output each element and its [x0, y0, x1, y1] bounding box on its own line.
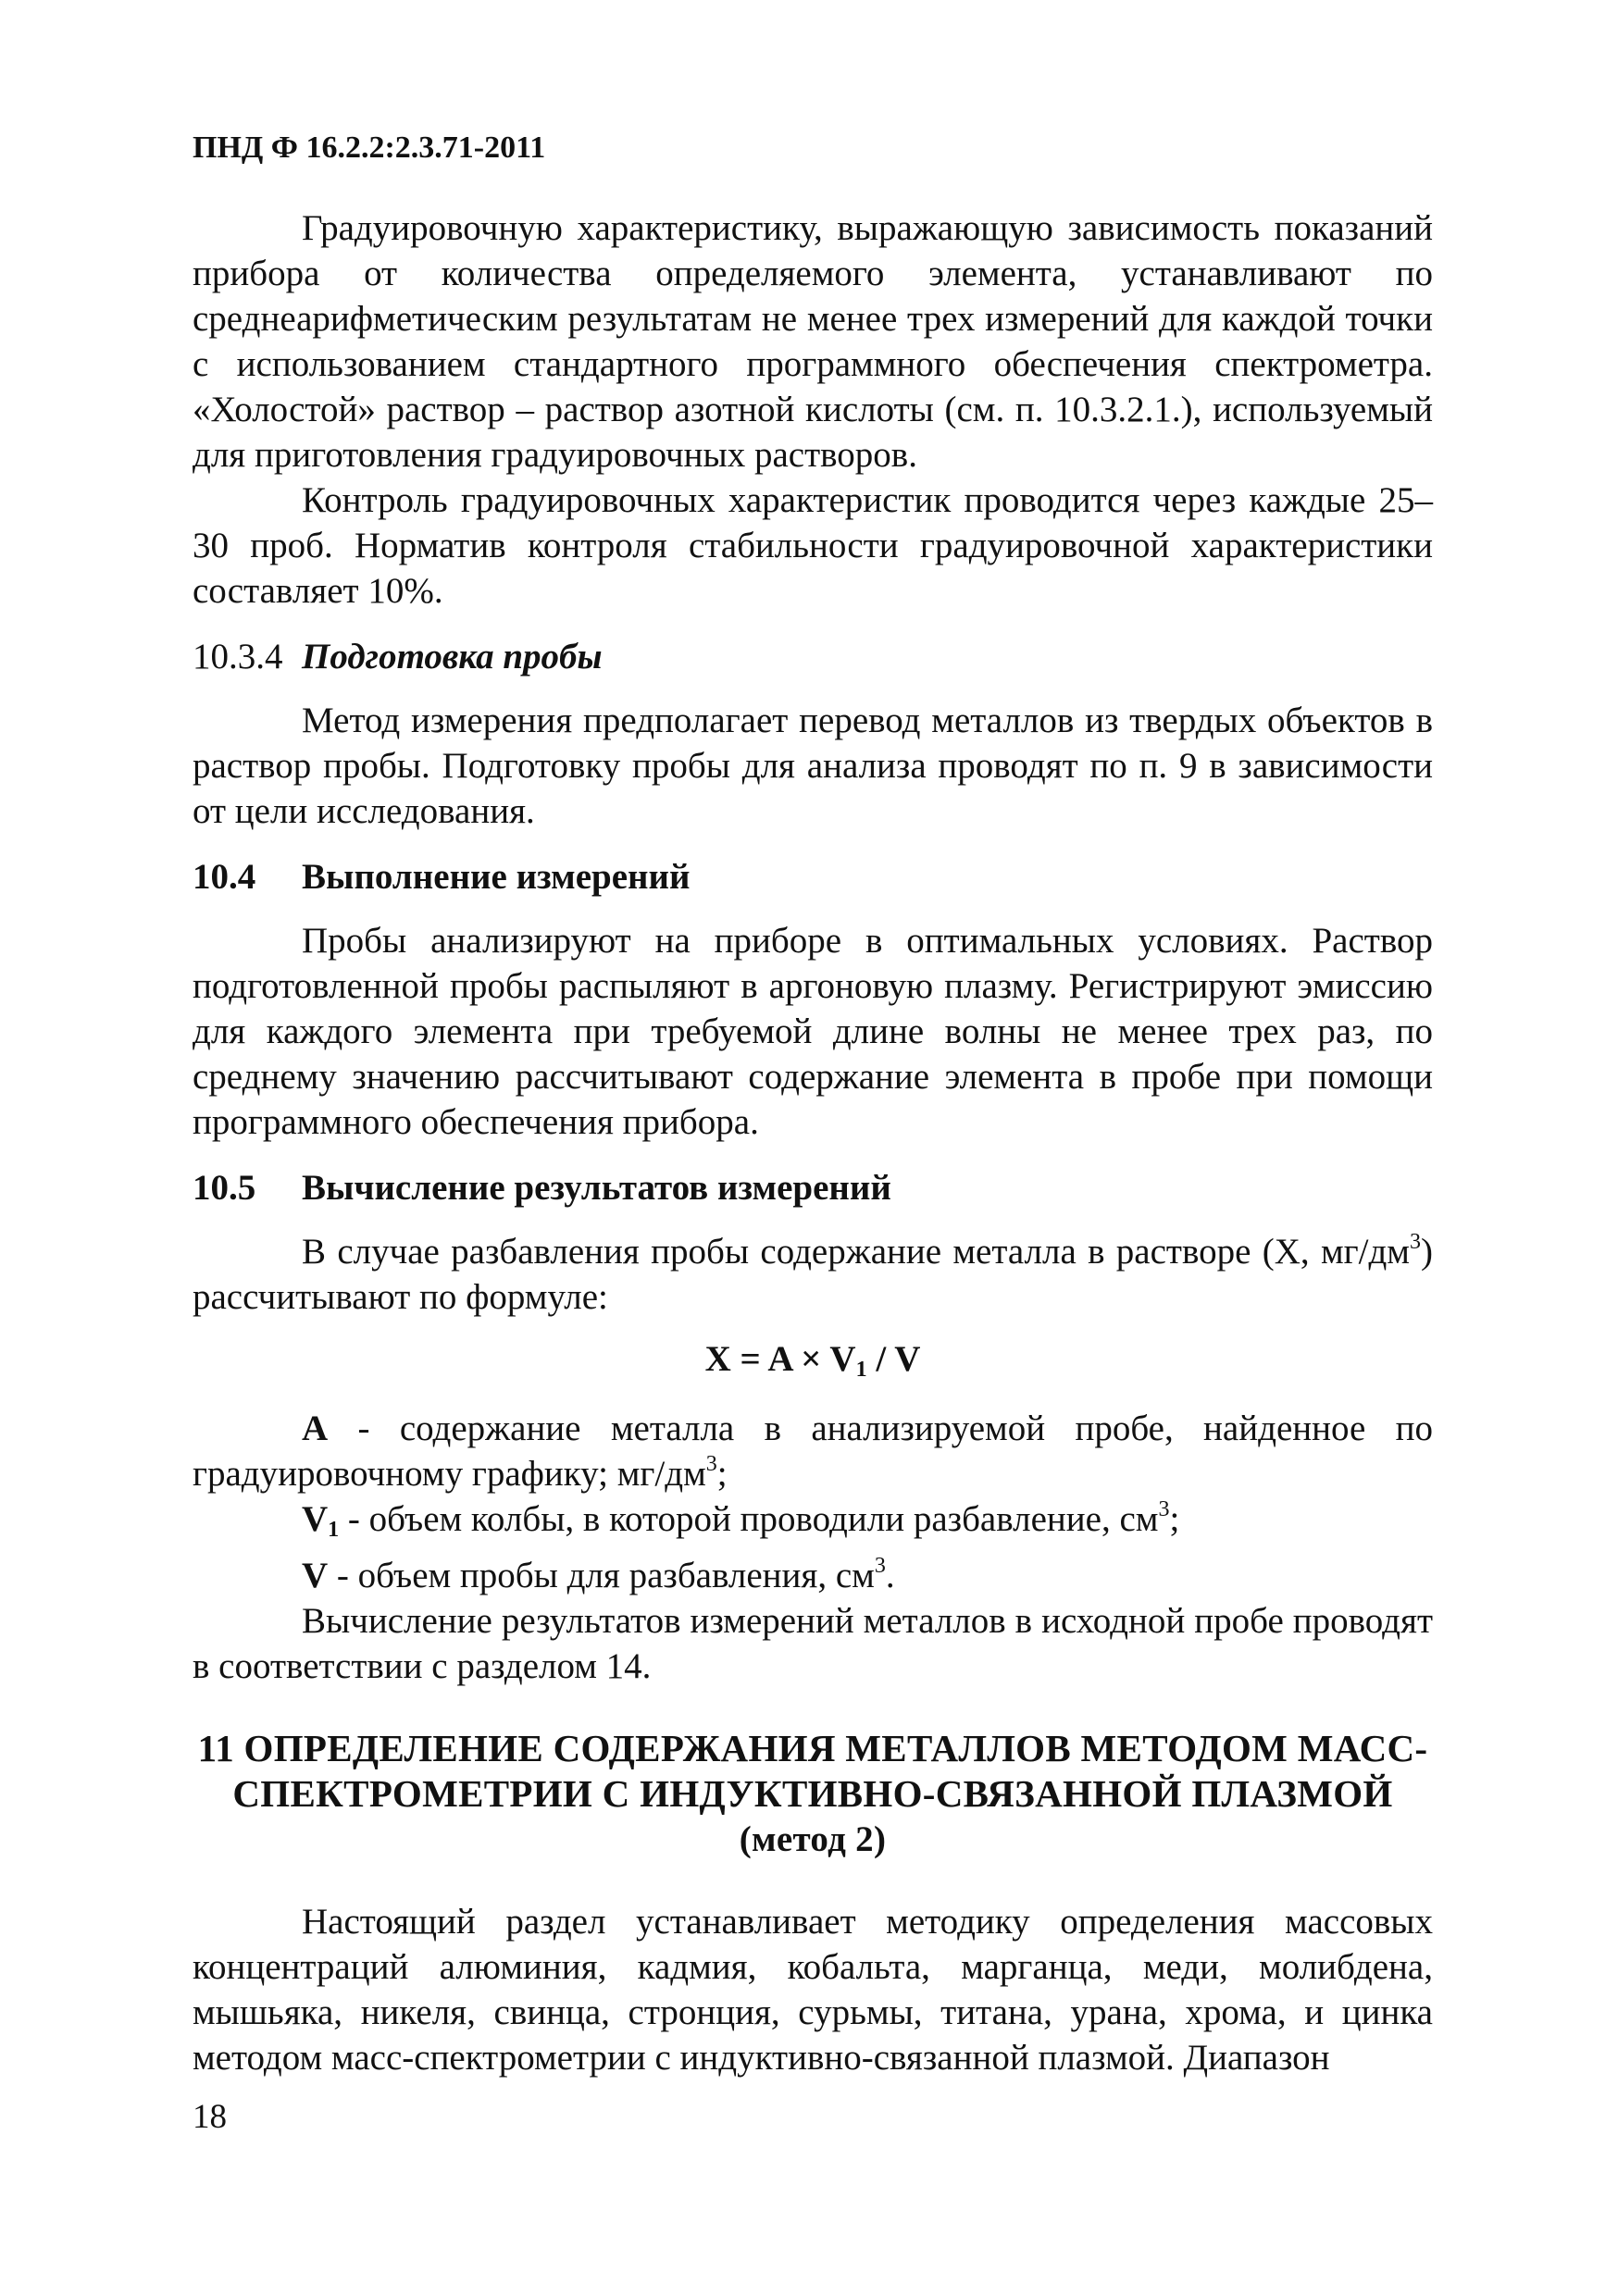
text-run: ; — [716, 1454, 728, 1494]
formula-subscript: 1 — [855, 1358, 867, 1382]
subsection-title: Выполнение измерений — [302, 857, 691, 897]
superscript: 3 — [1410, 1230, 1421, 1254]
text-run: . — [885, 1556, 895, 1595]
page-number: 18 — [193, 2098, 227, 2136]
subsection-number: 10.5 — [193, 1168, 256, 1208]
paragraph-results-reference: Вычисление результатов измерений металлов в исходной пробе проводят в соответствии с разделом 14. — [193, 1601, 1433, 1686]
paragraph-measurement: Пробы анализируют на приборе в оптимальных условиях. Раствор подготовленной пробы распыляют в аргоновую плазму. Регистрируют эмиссию для каждого элемента при требуемой длине волны не менее трех раз, по среднему значению рассчитывают содержание элемента в пробе при помощи программного обеспечения прибора. — [193, 921, 1433, 1142]
symbol-letter: V — [302, 1499, 329, 1539]
formula — [193, 1336, 1433, 1393]
superscript: 3 — [705, 1452, 717, 1476]
subsection-number: 10.4 — [193, 857, 256, 897]
formula-part: X = A × V — [704, 1339, 856, 1379]
text-run: - объем колбы, в которой проводили разбавление, см — [339, 1499, 1159, 1539]
subsection-title: Вычисление результатов измерений — [302, 1168, 891, 1208]
section-subtitle: (метод 2) — [739, 1819, 887, 1859]
superscript: 3 — [1158, 1497, 1170, 1521]
subsection-number: 10.3.4 — [193, 637, 283, 676]
paragraph-calibration: Градуировочную характеристику, выражающую зависимость показаний прибора от количества определяемого элемента, устанавливают по среднеарифметическим результатам не менее трех измерений для каждой точки с использованием стандартного программного обеспечения спектрометра. «Холостой» раствор – раствор азотной кислоты (см. п. 10.3.2.1.), используемый для приготовления градуировочных растворов. — [193, 208, 1433, 475]
text-run: ) рассчитывают по формуле: — [193, 1232, 1433, 1317]
symbol — [302, 1499, 340, 1542]
paragraph-calibration-control: Контроль градуировочных характеристик проводится через каждые 25–30 проб. Норматив контроля стабильности градуировочной характеристики составляет 10%. — [193, 480, 1433, 611]
symbol-subscript: 1 — [328, 1518, 340, 1542]
text-run: - содержание металла в анализируемой пробе, найденное по градуировочному графику; мг/дм — [193, 1409, 1433, 1494]
subsection-title: Подготовка пробы — [302, 637, 603, 676]
section-title: 11 ОПРЕДЕЛЕНИЕ СОДЕРЖАНИЯ МЕТАЛЛОВ МЕТОДОМ МАСС-СПЕКТРОМЕТРИИ С ИНДУКТИВНО-СВЯЗАННОЙ ПЛАЗМОЙ — [197, 1727, 1428, 1815]
paragraph-dilution-intro — [193, 1229, 1433, 1320]
superscript: 3 — [874, 1554, 886, 1578]
subsection-10-4-heading — [193, 854, 1433, 900]
document-page — [193, 130, 1433, 2080]
text-run: - объем пробы для разбавления, см — [328, 1556, 875, 1595]
text-run: В случае разбавления пробы содержание металла в растворе (X, мг/дм — [302, 1232, 1410, 1272]
definition-v1 — [193, 1496, 1433, 1553]
definition-v — [193, 1553, 1433, 1598]
subsection-10-5-heading — [193, 1165, 1433, 1210]
section-11-heading — [193, 1726, 1433, 1862]
document-header: ПНД Ф 16.2.2:2.3.71-2011 — [193, 130, 546, 165]
text-run: ; — [1169, 1499, 1180, 1539]
definition-a — [193, 1406, 1433, 1496]
paragraph-section-11-intro: Настоящий раздел устанавливает методику определения массовых концентраций алюминия, кадмия, кобальта, марганца, меди, молибдена, мышьяка, никеля, свинца, стронция, сурьмы, титана, урана, хрома, и цинка методом масс-спектрометрии с индуктивно-связанной плазмой. Диапазон — [193, 1902, 1433, 2078]
symbol: A — [302, 1409, 329, 1448]
symbol: V — [302, 1556, 329, 1595]
subsection-10-3-4-heading — [193, 634, 1433, 679]
formula-part: / V — [866, 1339, 921, 1379]
paragraph-sample-prep: Метод измерения предполагает перевод металлов из твердых объектов в раствор пробы. Подготовку пробы для анализа проводят по п. 9 в зависимости от цели исследования. — [193, 701, 1433, 831]
